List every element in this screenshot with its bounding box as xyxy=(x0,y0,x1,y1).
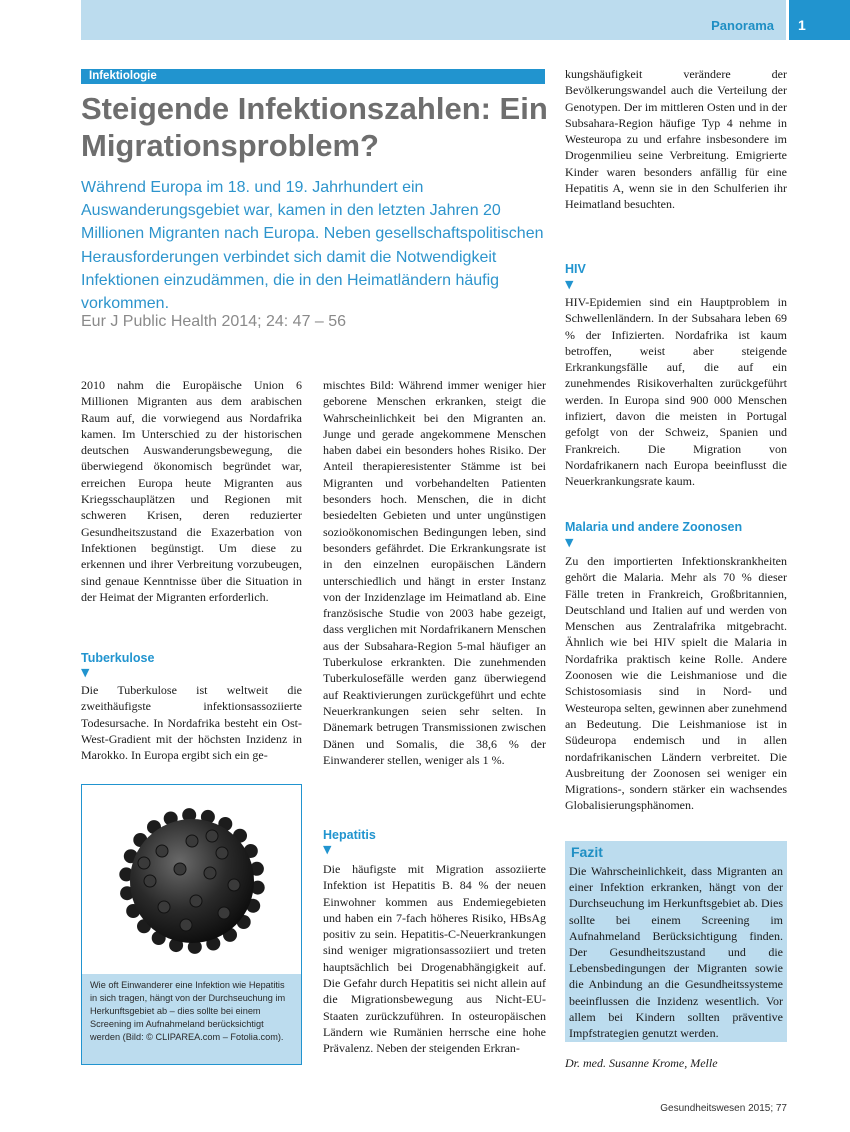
section-heading-malaria: Malaria und andere Zoonosen xyxy=(565,520,743,534)
column-2 xyxy=(323,377,546,768)
virus-bump xyxy=(180,919,192,931)
hepatitis-continued: kungshäufigkeit verändere der Bevölkerungswandel auch die Verteilung der Genotypen. Der im mittleren Osten und in der Subsahara-Region häufige Typ 4 nehme in Westeuropa zu und erfahre insbesondere im Drogenmilieu seine Verbreitung. Emigrierte Kinder waren besonders anfällig für eine Hepatitis A, wenn sie in den Schulferien ihr Heimatland besuchten. xyxy=(565,67,787,212)
hiv-text-block xyxy=(565,294,787,490)
article-title: Steigende Infektionszahlen: Ein Migrationsproblem? xyxy=(81,91,548,163)
hepatitis-text-block xyxy=(323,861,546,1057)
triangle-down-icon: ▼ xyxy=(565,278,574,291)
header-bar xyxy=(81,0,786,40)
figure-caption: Wie oft Einwanderer eine Infektion wie Hepatitis in sich tragen, hängt von der Durchseuchung im Herkunftsgebiet ab – dies sollte bei einem Screening im Aufnahmeland berücksichtigt werden (Bild: © CLIPAREA.com – Fotolia.com). xyxy=(82,974,301,1064)
malaria-paragraph: Zu den importierten Infektionskrankheiten gehört die Malaria. Mehr als 70 % dieser Fälle treten in Frankreich, Großbritannien, Deutschland und Italien auf und werden von Menschen aus Zentralafrika mitgebracht. Ähnlich wie bei HIV spielt die Malaria in Nordafrika praktisch keine Rolle. Andere Zoonosen wie die Leishmaniose und die Schistosomiasis sind in Nord- und Westeuropa selten, gewinnen aber zunehmend an Bedeutung. Die Leishmaniose ist in Südeuropa endemisch und in allen nordafrikanischen Ländern verbreitet. Die Ausbreitung der Zoonosen sei weniger ein Migrations-, sondern stärker ein wachsendes Globalisierungsphänomen. xyxy=(565,554,787,813)
category-label: Infektiologie xyxy=(89,70,157,82)
virus-bump xyxy=(218,907,230,919)
intro-paragraph: 2010 nahm die Europäische Union 6 Millionen Migranten aus dem arabischen Raum auf, die vorwiegend aus Nordafrika kamen. Im Unterschied zu der historischen deutschen Auswanderungsbewegung, die überwiegend ökonomisch begründet war, erreichen Europa heute Migranten aus Kriegsschauplätzen und Regionen mit schweren Krisen, deren reduzierter Gesundheitszustand die Exazerbation von Infektionen begünstigt. Um diese zu erkennen und ihrer Verbreitung vorzubeugen, sind genaue Kenntnisse über die Situation in der Heimat der Migranten erforderlich. xyxy=(81,378,302,604)
section-heading-hiv: HIV xyxy=(565,262,586,276)
tuberkulose-text-block xyxy=(81,682,302,763)
article-lead: Während Europa im 18. und 19. Jahrhundert ein Auswanderungsgebiet war, kamen in den letzten Jahren 20 Millionen Migranten nach Europa. Neben gesellschaftspolitischen Herausforderungen verbindet sich damit die Notwendigkeit Infektionen einzudämmen, die in den Heimatländern häufig vorkommen. xyxy=(81,179,544,313)
section-label: Panorama xyxy=(711,18,774,33)
virus-bump xyxy=(156,845,168,857)
virus-bump xyxy=(228,879,240,891)
virus-bump xyxy=(144,875,156,887)
virus-bump xyxy=(186,835,198,847)
fazit-title: Fazit xyxy=(571,844,603,860)
virus-bump xyxy=(138,857,150,869)
hepatitis-paragraph: Die häufigste mit Migration assoziierte Infektion ist Hepatitis B. 84 % der neuen Einwohner kommen aus Endemiegebieten und haben ein 7-fach höheres Risiko, HBsAg positiv zu sein. Hepatitis-C-Neuerkrankungen sind weniger migrationsassoziiert und treten hauptsächlich bei Drogenabhängigkeit auf. Die Gefahr durch Hepatitis sei nicht allein auf die Migrationsbewegung aus Nicht-EU-Staaten zurückzuführen. In osteuropäischen Ländern wie Rumänien herrsche eine hohe Prävalenz. Neben der steigenden Erkran- xyxy=(323,862,546,1056)
fazit-box xyxy=(565,841,787,1042)
virus-bump xyxy=(204,867,216,879)
virus-bump xyxy=(158,901,170,913)
footer-citation: Gesundheitswesen 2015; 77 xyxy=(660,1103,787,1114)
tuberkulose-paragraph: Die Tuberkulose ist weltweit die zweithäufigste infektionsassoziierte Todesursache. In Nordafrika besteht ein Ost-West-Gradient mit der höchsten Inzidenz in Marokko. In Europa ergibt sich ein ge- xyxy=(81,683,302,763)
category-bar xyxy=(81,69,545,84)
section-heading-hepatitis: Hepatitis xyxy=(323,828,376,842)
tuberkulose-continued: mischtes Bild: Während immer weniger hier geborene Menschen erkranken, steigt die Wahrscheinlichkeit bei den Migranten an. Junge und gerade angekommene Menschen haben dabei ein besonders hohes Risiko. Der Anteil therapieresistenter Stämme ist bei Migranten und vorbehandelten Patienten besonders hoch. Menschen, die in dicht besiedelten Gebieten und unter ungünstigen sozioökonomischen Bedingungen leben, sind besonders gefährdet. Die Erkrankungsrate ist in den einzelnen europäischen Ländern unterschiedlich und hängt in erster Instanz von der Inzidenzlage im Heimatland ab. Eine französische Studie von 2003 habe gezeigt, dass verglichen mit Nordafrikanern Menschen aus der Subsahara-Region 5-mal häufiger an Tuberkulose erkrankten. Die zunehmenden Tuberkulosefälle werden ganz überwiegend auf Reaktivierungen zurückgeführt und echte Neuerkrankungen seien sehr selten. In Dänemark betrugen Transmissionen zwischen Dänen und Somalis, die 38,6 % der Einwanderer stellen, weniger als 1 %. xyxy=(323,378,546,767)
virus-bump xyxy=(174,863,186,875)
figure-box xyxy=(81,784,302,1065)
section-heading-tuberkulose: Tuberkulose xyxy=(81,651,155,665)
triangle-down-icon: ▼ xyxy=(81,666,90,679)
author: Dr. med. Susanne Krome, Melle xyxy=(565,1056,718,1070)
column-1 xyxy=(81,377,302,605)
virus-bump xyxy=(206,830,218,842)
triangle-down-icon: ▼ xyxy=(323,843,332,856)
virus-image xyxy=(82,785,301,974)
virus-bump xyxy=(190,895,202,907)
triangle-down-icon: ▼ xyxy=(565,536,574,549)
malaria-text-block xyxy=(565,553,787,814)
page-number-box xyxy=(789,0,850,40)
fazit-text: Die Wahrscheinlichkeit, dass Migranten an einer Infektion erkranken, hängt von der Durchseuchung im Herkunftsgebiet ab. Dies sollte bei einem Screening im Aufnahmeland Berücksichtigung finden. Der Gesundheitszustand und die Lebensbedingungen der Migranten sowie die Anbindung an die Gesundheitssysteme beeinflussen die Inzidenz wesentlich. Vor allem bei Kindern sollten präventive Impfstrategien genutzt werden. xyxy=(569,864,783,1041)
virus-bump xyxy=(216,847,228,859)
hiv-paragraph: HIV-Epidemien sind ein Hauptproblem in Schwellenländern. In der Subsahara leben 69 % der Infizierten. Nordafrika ist kaum betroffen, weist aber steigende Erkrankungsfälle auf, die auf ein zunehmendes Risikoverhalten zurückgeführt werden. In Europa sind 900 000 Menschen infiziert, davon die meisten in Portugal gefolgt von der Schweiz, Spanien und Frankreich. Die Migration von Nordafrikanern nach Europa beeinflusst die Neuerkrankungsrate kaum. xyxy=(565,295,787,489)
page-number: 1 xyxy=(798,17,806,33)
citation: Eur J Public Health 2014; 24: 47 – 56 xyxy=(81,313,347,330)
column-3 xyxy=(565,66,787,213)
